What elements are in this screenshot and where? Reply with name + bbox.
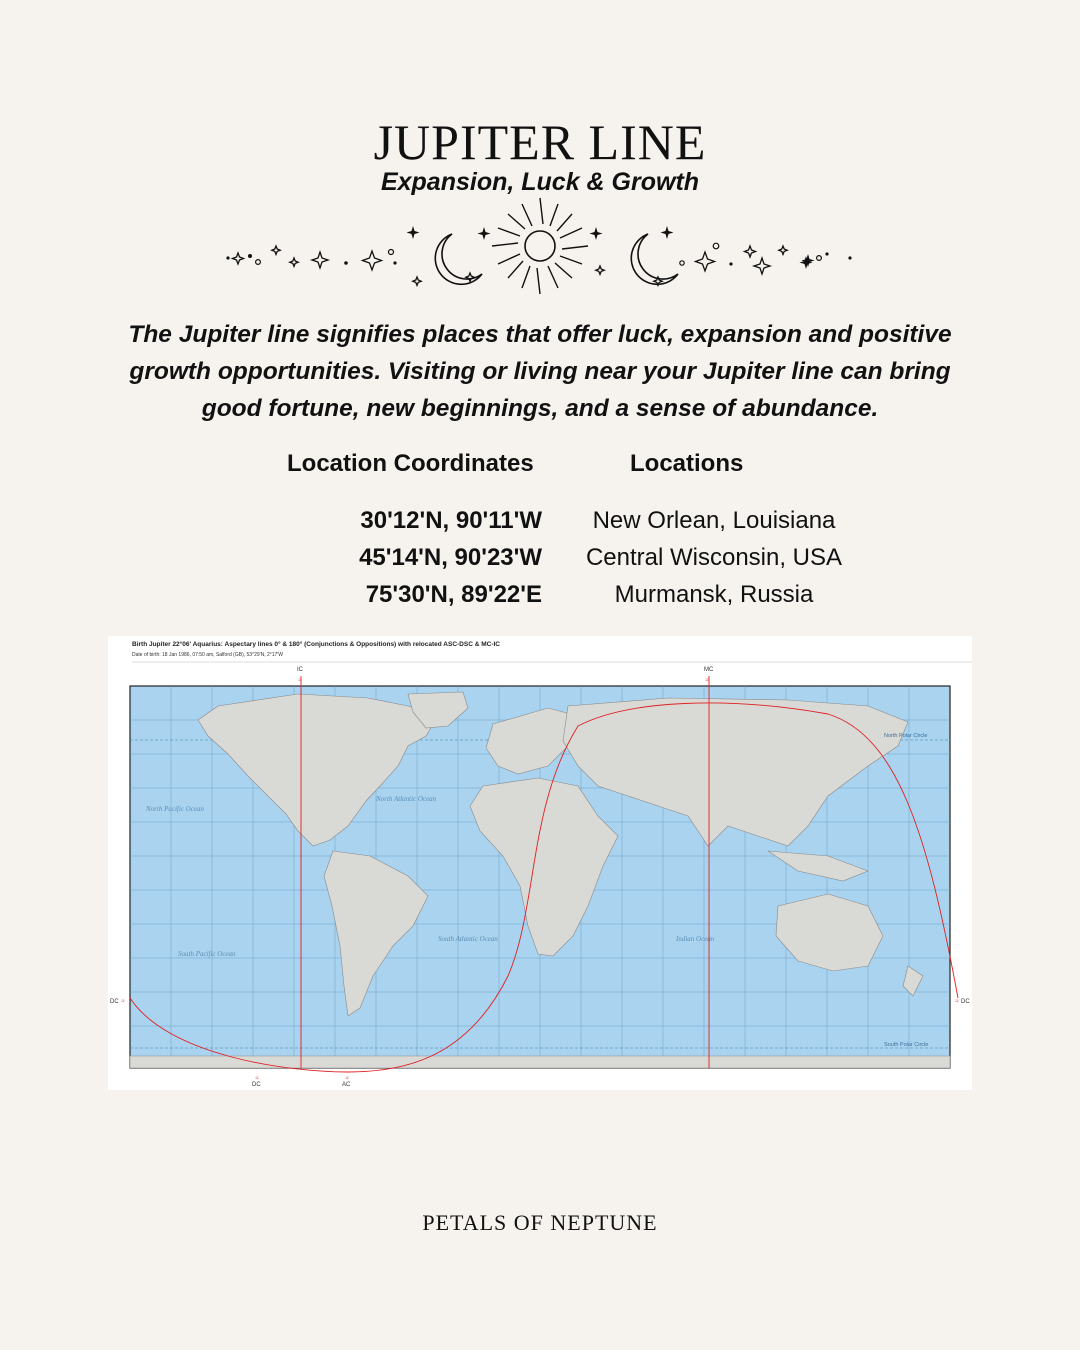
sparkle-icon [745, 246, 756, 257]
map-svg [108, 636, 972, 1090]
dot-icon [393, 261, 396, 264]
dot-icon [344, 261, 348, 265]
dot-icon [729, 262, 732, 265]
ocean-label: North Pacific Ocean [146, 805, 204, 813]
sparkle-icon [413, 277, 421, 285]
ocean-label: Indian Ocean [676, 935, 715, 943]
star-icon [407, 226, 420, 239]
header-locations: Locations [630, 450, 744, 477]
svg-text:♃: ♃ [704, 677, 710, 684]
line-label-ic: IC [297, 667, 303, 673]
svg-text:♃: ♃ [297, 677, 303, 684]
map-birth-info: Date of birth: 18 Jan 1986, 07:50 am, Salford (GB), 53°29'N, 2°17'W [132, 652, 283, 658]
svg-text:♃: ♃ [954, 998, 960, 1005]
ring-icon [389, 250, 394, 255]
star-icon [661, 226, 674, 239]
sparkle-icon [696, 252, 715, 271]
row-location: Murmansk, Russia [614, 581, 814, 608]
dot-icon [226, 256, 229, 259]
crescent-moon-icon [435, 234, 482, 284]
side-label-dc: DC [961, 999, 970, 1005]
ocean-label: North Atlantic Ocean [376, 795, 437, 803]
row-coordinates: 45'14'N, 90'23'W [359, 544, 542, 571]
ring-icon [817, 256, 822, 261]
page-subtitle: Expansion, Luck & Growth [380, 168, 700, 196]
circle-label: South Polar Circle [884, 1042, 929, 1048]
row-coordinates: 30'12'N, 90'11'W [360, 507, 542, 534]
ring-icon [256, 260, 261, 265]
ring-icon [713, 243, 719, 249]
row-location: New Orlean, Louisiana [592, 507, 836, 534]
sparkle-icon [363, 251, 382, 270]
sparkle-icon [779, 246, 787, 254]
description: The Jupiter line signifies places that offer luck, expansion and positive growth opportunities. Visiting or living near your Jupiter line can bring good fortune, new beginnings, and a sense of abundance. [128, 321, 952, 422]
crescent-moon-icon [631, 234, 678, 284]
star-icon [478, 227, 491, 240]
side-label-dc: DC [110, 999, 119, 1005]
star-icon [802, 254, 815, 267]
sparkle-icon [312, 252, 328, 268]
ring-icon [680, 261, 684, 265]
svg-text:♃: ♃ [344, 1075, 350, 1082]
sparkle-icon [596, 266, 604, 274]
svg-text:♃: ♃ [254, 1075, 260, 1082]
line-label-dc: DC [252, 1082, 261, 1088]
dot-icon [825, 252, 828, 255]
svg-text:♃: ♃ [120, 998, 126, 1005]
star-icon [590, 227, 603, 240]
line-label-mc: MC [704, 667, 714, 673]
sparkle-icon [290, 258, 298, 266]
sparkle-icon [272, 246, 280, 254]
circle-label: North Polar Circle [884, 733, 928, 739]
sun-icon [492, 198, 588, 294]
star-icon [800, 256, 813, 269]
sparkle-icon [233, 253, 244, 264]
celestial-ornament [220, 196, 860, 300]
dot-icon [248, 254, 252, 258]
ocean-label: South Pacific Ocean [178, 950, 236, 958]
line-label-ac: AC [342, 1082, 351, 1088]
sparkle-icon [754, 258, 770, 274]
map-heading: Birth Jupiter 22°06' Aquarius: Aspectary lines 0° & 180° (Conjunctions & Oppositions) with relocated ASC-DSC & MC-IC [132, 641, 500, 648]
brand-footer: PETALS OF NEPTUNE [422, 1210, 658, 1235]
sparkle-icon [466, 273, 474, 281]
row-location: Central Wisconsin, USA [585, 544, 843, 571]
header-coordinates: Location Coordinates [287, 450, 534, 477]
dot-icon [848, 256, 851, 259]
row-coordinates: 75'30'N, 89'22'E [365, 581, 542, 608]
ocean-label: South Atlantic Ocean [438, 935, 498, 943]
page-title: JUPITER LINE [373, 114, 707, 170]
astrocartography-map [108, 636, 972, 1090]
